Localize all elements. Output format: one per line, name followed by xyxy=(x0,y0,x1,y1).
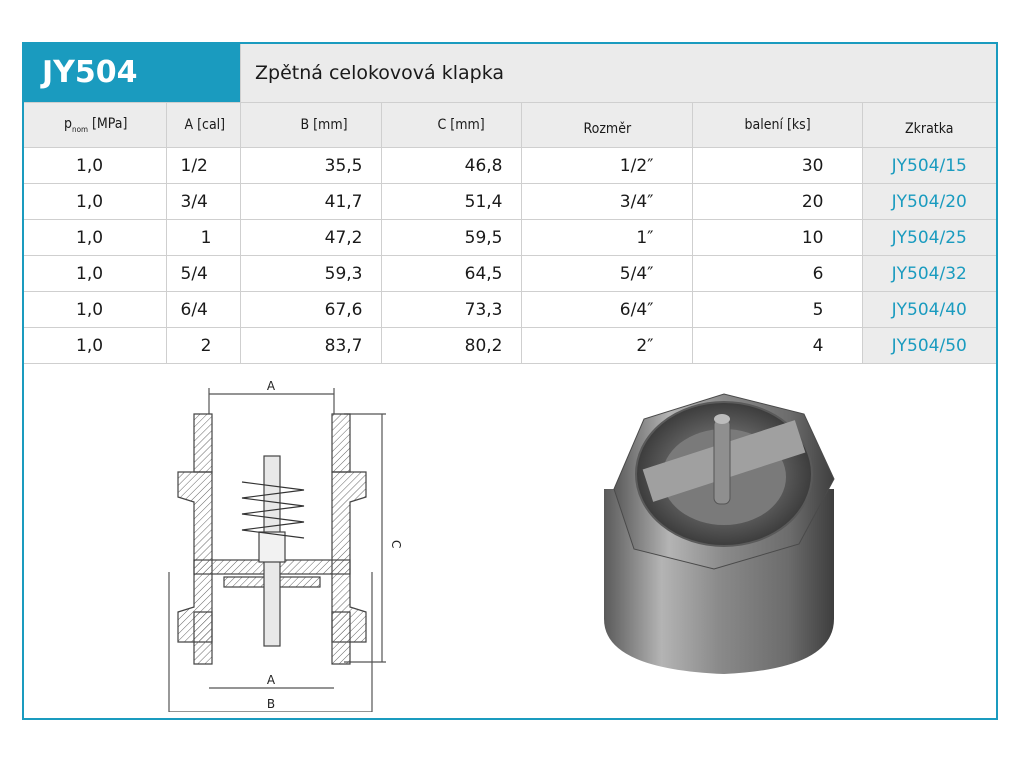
cell-zkratka: JY504/25 xyxy=(862,220,996,256)
product-title: Zpětná celokovová klapka xyxy=(240,44,996,102)
cell-a: 5/4 xyxy=(166,256,240,292)
cell-rozmer: 3/4″ xyxy=(521,184,692,220)
cell-pnom: 1,0 xyxy=(24,184,166,220)
valve-photo xyxy=(584,369,854,689)
table-row xyxy=(24,256,996,292)
cell-baleni: 6 xyxy=(692,256,862,292)
dim-c-label: C xyxy=(389,540,403,549)
cell-b: 41,7 xyxy=(240,184,381,220)
col-c: C [mm] xyxy=(381,103,521,148)
dim-a-top-label: A xyxy=(266,379,276,393)
table-row xyxy=(24,328,996,364)
table-row xyxy=(24,220,996,256)
cell-baleni: 4 xyxy=(692,328,862,364)
spec-table xyxy=(24,102,996,364)
cell-zkratka: JY504/32 xyxy=(862,256,996,292)
col-baleni: balení [ks] xyxy=(692,103,862,148)
cell-rozmer: 6/4″ xyxy=(521,292,692,328)
cell-c: 64,5 xyxy=(381,256,521,292)
product-code: JY504 xyxy=(24,44,240,102)
cell-a: 2 xyxy=(166,328,240,364)
cell-rozmer: 1/2″ xyxy=(521,148,692,184)
cell-c: 51,4 xyxy=(381,184,521,220)
col-rozmer: Rozměr xyxy=(521,103,692,148)
cell-pnom: 1,0 xyxy=(24,256,166,292)
col-b: B [mm] xyxy=(240,103,381,148)
cell-baleni: 30 xyxy=(692,148,862,184)
cell-zkratka: JY504/50 xyxy=(862,328,996,364)
cell-c: 46,8 xyxy=(381,148,521,184)
cell-b: 67,6 xyxy=(240,292,381,328)
cell-a: 6/4 xyxy=(166,292,240,328)
cell-baleni: 5 xyxy=(692,292,862,328)
cell-rozmer: 2″ xyxy=(521,328,692,364)
cell-zkratka: JY504/40 xyxy=(862,292,996,328)
cell-c: 80,2 xyxy=(381,328,521,364)
cell-b: 47,2 xyxy=(240,220,381,256)
cell-zkratka: JY504/20 xyxy=(862,184,996,220)
cell-b: 35,5 xyxy=(240,148,381,184)
dim-b-label: B xyxy=(266,697,276,711)
cell-c: 73,3 xyxy=(381,292,521,328)
cell-baleni: 20 xyxy=(692,184,862,220)
col-a: A [cal] xyxy=(166,103,240,148)
table-row xyxy=(24,292,996,328)
table-header-row xyxy=(24,103,996,148)
cell-pnom: 1,0 xyxy=(24,292,166,328)
cell-a: 1/2 xyxy=(166,148,240,184)
cell-a: 1 xyxy=(166,220,240,256)
table-row xyxy=(24,148,996,184)
cell-b: 83,7 xyxy=(240,328,381,364)
table-row xyxy=(24,184,996,220)
dim-a-bottom-label: A xyxy=(266,673,276,687)
cell-rozmer: 1″ xyxy=(521,220,692,256)
cell-rozmer: 5/4″ xyxy=(521,256,692,292)
cell-pnom: 1,0 xyxy=(24,220,166,256)
cell-baleni: 10 xyxy=(692,220,862,256)
col-pnom: $p_{nom}$ [MPa] xyxy=(24,103,166,148)
col-zkratka: Zkratka xyxy=(862,103,996,148)
cell-pnom: 1,0 xyxy=(24,328,166,364)
cell-pnom: 1,0 xyxy=(24,148,166,184)
product-sheet xyxy=(22,42,998,720)
cell-b: 59,3 xyxy=(240,256,381,292)
cell-c: 59,5 xyxy=(381,220,521,256)
valve-section-drawing xyxy=(164,372,424,712)
cell-zkratka: JY504/15 xyxy=(862,148,996,184)
cell-a: 3/4 xyxy=(166,184,240,220)
